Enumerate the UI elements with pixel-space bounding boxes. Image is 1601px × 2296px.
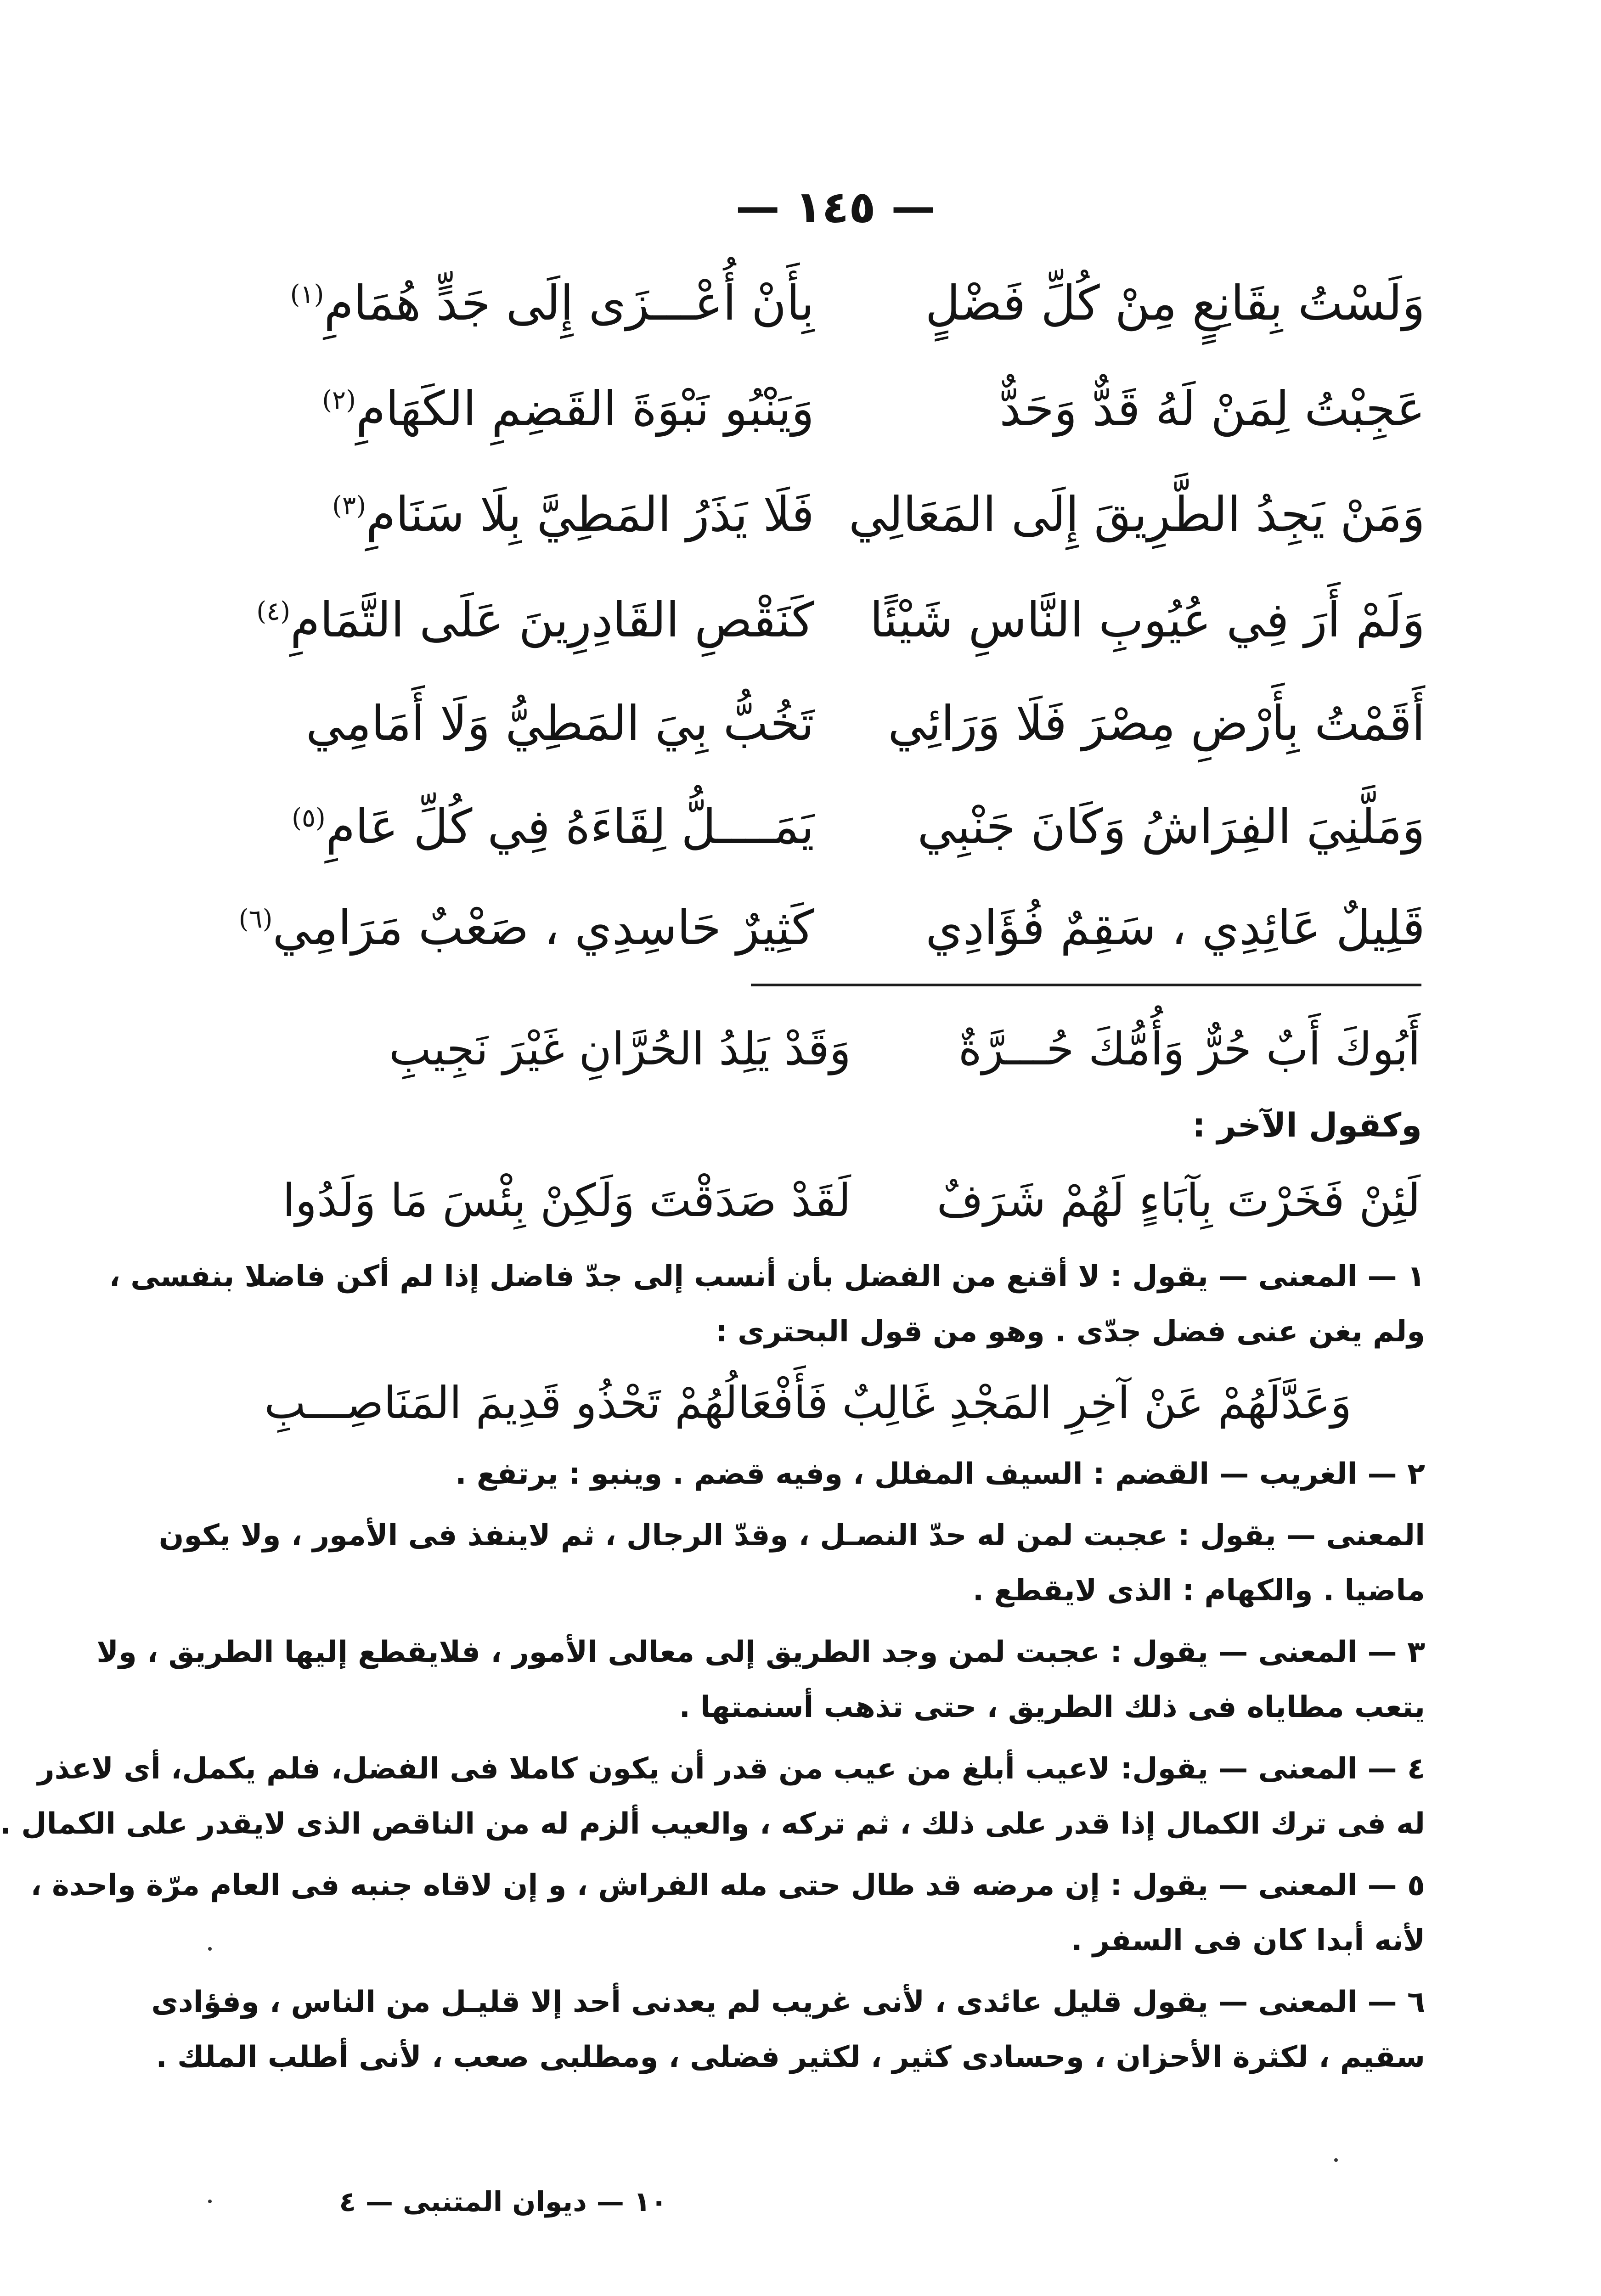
verse-second-hemistich [249, 363, 814, 455]
footnote-verse-second: فَأَفْعَالُهُمْ تَحْذُو قَدِيمَ المَنَاصِـــبِ [264, 1377, 828, 1429]
section-divider [751, 984, 1421, 986]
verse-second-text: وَيَنْبُو نَبْوَةَ القَضِمِ الكَهَامِ [355, 381, 814, 437]
verse-line [249, 363, 1425, 455]
quoted-verse-second: لَقَدْ صَدَقْتَ وَلَكِنْ بِئْسَ مَا وَلَدُوا [282, 1175, 851, 1227]
verse-second-hemistich [249, 781, 814, 872]
verse-first-hemistich: أَقَمْتُ بِأَرْضِ مِصْرَ فَلَا وَرَائِي [888, 695, 1425, 751]
verse-first-hemistich: وَلَمْ أَرَ فِي عُيُوبِ النَّاسِ شَيْئًا [869, 592, 1425, 648]
page-footer: ١٠ — ديوان المتنبى — ٤ [339, 2186, 667, 2218]
footnote-line: سقيم ، لكثرة الأحزان ، وحسادى كثير ، لكثير فضلى ، ومطلبى صعب ، لأنى أطلب الملك . [156, 2040, 1425, 2074]
verse-line [249, 781, 1425, 872]
verse-first-hemistich: قَلِيلٌ عَائِدِي ، سَقِمٌ فُؤَادِي [925, 900, 1425, 956]
verse-second-hemistich [249, 468, 814, 560]
verse-first-hemistich: وَلَسْتُ بِقَانِعٍ مِنْ كُلِّ فَضْلٍ [925, 275, 1425, 331]
footnotes [0, 1249, 1425, 2085]
footnote-marker: (٣) [332, 491, 366, 521]
footnote-marker: (٥) [292, 803, 326, 833]
footnote-line: ٢ — الغريب — القضم : السيف المفلل ، وفيه قضم . وينبو : يرتفع . [455, 1457, 1425, 1491]
verse-second-text: تَخُبُّ بِيَ المَطِيُّ وَلَا أَمَامِي [306, 695, 814, 751]
verse-second-text: كَثِيرٌ حَاسِدِي ، صَعْبٌ مَرَامِي [272, 900, 814, 956]
verse-line [249, 257, 1425, 349]
footnote-line: ولم يغن عنى فضل جدّى . وهو من قول البحترى : [716, 1315, 1425, 1349]
verse-second-hemistich [249, 574, 814, 666]
page-number: — ١٤٥ — [735, 181, 936, 233]
quote-intro: وكقول الآخر : [1192, 1106, 1422, 1144]
footnote-line: ٦ — المعنى — يقول قليل عائدى ، لأنى غريب لم يعدنى أحد إلا قليـل من الناس ، وفؤادى [151, 1985, 1425, 2019]
footnote-line: المعنى — يقول : عجبت لمن له حدّ النصـل ، وقدّ الرجال ، ثم لاينفذ فى الأمور ، ولا يكون [158, 1519, 1425, 1553]
verse-first-hemistich: وَمَنْ يَجِدُ الطَّرِيقَ إِلَى المَعَالِي [848, 486, 1425, 542]
quoted-verse [282, 1159, 1421, 1242]
footnote-line: له فى ترك الكمال إذا قدر على ذلك ، ثم تركه ، والعيب ألزم له من الناقص الذى لايقدر على الكمال . [0, 1807, 1425, 1841]
footnote-marker: (١) [290, 280, 324, 310]
verse-second-text: فَلَا يَذَرُ المَطِيَّ بِلَا سَنَامِ [366, 486, 814, 542]
footnote-marker: (٢) [322, 385, 356, 416]
verse-line [249, 468, 1425, 560]
footnote-line: ٣ — المعنى — يقول : عجبت لمن وجد الطريق إلى معالى الأمور ، فلايقطع إليها الطريق ، ولا [96, 1635, 1425, 1669]
footnote-line: يتعب مطاياه فى ذلك الطريق ، حتى تذهب أسنمتها . [679, 1690, 1425, 1724]
footnote-line: ١ — المعنى — يقول : لا أقنع من الفضل بأن أنسب إلى جدّ فاضل إذا لم أكن فاضلا بنفسى ، [109, 1260, 1425, 1294]
quoted-verse [300, 1008, 1421, 1091]
verse-second-hemistich [238, 882, 814, 974]
footnote-verse [226, 1359, 1425, 1446]
verse-second-text: يَمَــــلُّ لِقَاءَهُ فِي كُلِّ عَامِ [325, 799, 814, 855]
verse-second-hemistich [249, 257, 814, 349]
footnote-line: ٤ — المعنى — يقول: لاعيب أبلغ من عيب من قدر أن يكون كاملا فى الفضل، فلم يكمل، أى لاعذر [37, 1752, 1425, 1786]
footnote-marker: (٦) [238, 904, 273, 934]
footnote-line: ماضيا . والكهام : الذى لايقطع . [972, 1574, 1425, 1608]
print-speck [1334, 2158, 1338, 2162]
quoted-verse-second: وَقَدْ يَلِدُ الحُرَّانِ غَيْرَ نَجِيبِ [389, 1023, 851, 1075]
print-speck [208, 1947, 212, 1951]
quoted-verse-first: لَئِنْ فَخَرْتَ بِآبَاءٍ لَهُمْ شَرَفٌ [936, 1175, 1421, 1227]
footnote-line: لأنه أبدا كان فى السفر . [1071, 1924, 1425, 1958]
verse-line [249, 677, 1425, 769]
verse-line [249, 574, 1425, 666]
verse-first-hemistich: وَمَلَّنِيَ الفِرَاشُ وَكَانَ جَنْبِي [917, 799, 1425, 855]
footnote-line: ٥ — المعنى — يقول : إن مرضه قد طال حتى مله الفراش ، و إن لاقاه جنبه فى العام مرّة واحدة ، [30, 1868, 1425, 1902]
footnote-verse-first: وَعَدَّلَهُمْ عَنْ آخِرِ المَجْدِ غَالِبٌ [842, 1377, 1352, 1429]
verse-second-hemistich [249, 677, 814, 769]
print-speck [208, 2200, 212, 2203]
verse-second-text: بِأَنْ أُعْـــزَى إِلَى جَدٍّ هُمَامِ [324, 275, 814, 331]
quoted-verse-first: أَبُوكَ أَبٌ حُرٌّ وَأُمُّكَ حُـــرَّةٌ [958, 1023, 1421, 1075]
verse-second-text: كَنَقْصِ القَادِرِينَ عَلَى التَّمَامِ [290, 592, 814, 648]
verse-line [238, 882, 1425, 974]
verse-first-hemistich: عَجِبْتُ لِمَنْ لَهُ قَدٌّ وَحَدٌّ [999, 381, 1425, 437]
footnote-marker: (٤) [256, 597, 291, 627]
